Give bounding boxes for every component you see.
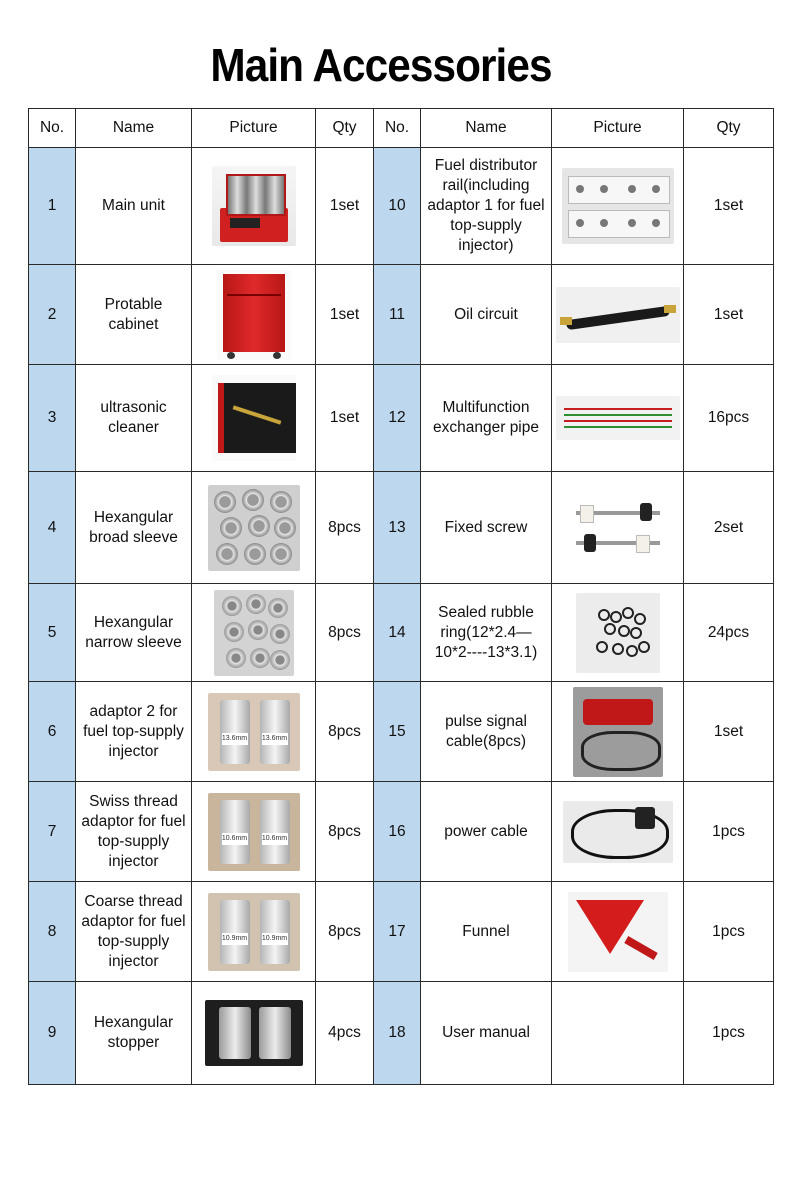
item-number: 7 <box>29 782 76 882</box>
item-name: Swiss thread adaptor for fuel top-supply injector <box>76 782 192 882</box>
item-number: 11 <box>374 265 421 365</box>
broad-sleeve-photo <box>208 485 300 571</box>
item-name: Hexangular stopper <box>76 982 192 1085</box>
header-picture-right: Picture <box>552 109 684 148</box>
header-name: Name <box>76 109 192 148</box>
table-row <box>29 265 774 365</box>
item-qty: 8pcs <box>316 472 374 584</box>
item-name: Funnel <box>421 882 552 982</box>
item-qty: 1pcs <box>684 882 774 982</box>
table-row <box>29 584 774 682</box>
cabinet-photo <box>217 270 291 360</box>
item-qty: 1set <box>316 365 374 472</box>
size-label: 10.9mm <box>262 933 288 945</box>
item-number: 12 <box>374 365 421 472</box>
exchanger-pipe-photo <box>556 396 680 440</box>
page-title: Main Accessories <box>210 39 552 91</box>
size-label: 13.6mm <box>222 733 248 745</box>
oil-circuit-photo <box>556 287 680 343</box>
coarse-adaptor-photo <box>208 893 300 971</box>
item-qty: 1pcs <box>684 982 774 1085</box>
item-qty: 1set <box>684 265 774 365</box>
item-qty: 8pcs <box>316 682 374 782</box>
item-name: Multifunction exchanger pipe <box>421 365 552 472</box>
item-number: 9 <box>29 982 76 1085</box>
table-row <box>29 882 774 982</box>
item-number: 10 <box>374 148 421 265</box>
table-row <box>29 782 774 882</box>
rubber-ring-photo <box>576 593 660 673</box>
item-qty: 16pcs <box>684 365 774 472</box>
item-qty: 24pcs <box>684 584 774 682</box>
table-row <box>29 148 774 265</box>
item-qty: 1pcs <box>684 782 774 882</box>
item-qty: 8pcs <box>316 584 374 682</box>
table-row <box>29 682 774 782</box>
fixed-screw-photo <box>570 495 666 561</box>
power-cable-photo <box>563 801 673 863</box>
header-no: No. <box>29 109 76 148</box>
item-qty: 2set <box>684 472 774 584</box>
header-no-right: No. <box>374 109 421 148</box>
item-qty: 1set <box>684 148 774 265</box>
item-name: Hexangular broad sleeve <box>76 472 192 584</box>
item-qty: 8pcs <box>316 882 374 982</box>
size-label: 10.9mm <box>222 933 248 945</box>
item-name: adaptor 2 for fuel top-supply injector <box>76 682 192 782</box>
item-number: 15 <box>374 682 421 782</box>
item-number: 4 <box>29 472 76 584</box>
item-number: 16 <box>374 782 421 882</box>
swiss-adaptor-photo <box>208 793 300 871</box>
size-label: 13.6mm <box>262 733 288 745</box>
distributor-rail-photo <box>562 168 674 244</box>
header-picture: Picture <box>192 109 316 148</box>
item-name: Protable cabinet <box>76 265 192 365</box>
item-number: 13 <box>374 472 421 584</box>
item-number: 6 <box>29 682 76 782</box>
item-number: 2 <box>29 265 76 365</box>
ultrasonic-cleaner-photo <box>212 375 296 461</box>
item-name: ultrasonic cleaner <box>76 365 192 472</box>
item-name: pulse signal cable(8pcs) <box>421 682 552 782</box>
accessories-table <box>28 108 774 1085</box>
item-name: Main unit <box>76 148 192 265</box>
size-label: 10.6mm <box>222 833 248 845</box>
item-number: 3 <box>29 365 76 472</box>
item-number: 14 <box>374 584 421 682</box>
item-number: 18 <box>374 982 421 1085</box>
item-name: power cable <box>421 782 552 882</box>
item-qty: 8pcs <box>316 782 374 882</box>
item-name: Fixed screw <box>421 472 552 584</box>
table-row <box>29 365 774 472</box>
adaptor-2-photo <box>208 693 300 771</box>
header-row <box>29 109 774 148</box>
item-qty: 1set <box>684 682 774 782</box>
funnel-photo <box>568 892 668 972</box>
empty-picture-cell <box>552 982 684 1085</box>
item-number: 8 <box>29 882 76 982</box>
item-name: Oil circuit <box>421 265 552 365</box>
item-qty: 1set <box>316 265 374 365</box>
item-qty: 4pcs <box>316 982 374 1085</box>
stopper-photo <box>205 1000 303 1066</box>
item-number: 5 <box>29 584 76 682</box>
pulse-cable-photo <box>573 687 663 777</box>
item-name: Sealed rubble ring(12*2.4—10*2----13*3.1) <box>421 584 552 682</box>
item-name: Coarse thread adaptor for fuel top-supply injector <box>76 882 192 982</box>
item-name: User manual <box>421 982 552 1085</box>
narrow-sleeve-photo <box>214 590 294 676</box>
main-unit-photo <box>212 166 296 246</box>
header-name-right: Name <box>421 109 552 148</box>
size-label: 10.6mm <box>262 833 288 845</box>
item-number: 1 <box>29 148 76 265</box>
item-name: Hexangular narrow sleeve <box>76 584 192 682</box>
item-number: 17 <box>374 882 421 982</box>
table-row <box>29 982 774 1085</box>
table-row <box>29 472 774 584</box>
header-qty: Qty <box>316 109 374 148</box>
item-name: Fuel distributor rail(including adaptor 1 for fuel top-supply injector) <box>421 148 552 265</box>
header-qty-right: Qty <box>684 109 774 148</box>
item-qty: 1set <box>316 148 374 265</box>
